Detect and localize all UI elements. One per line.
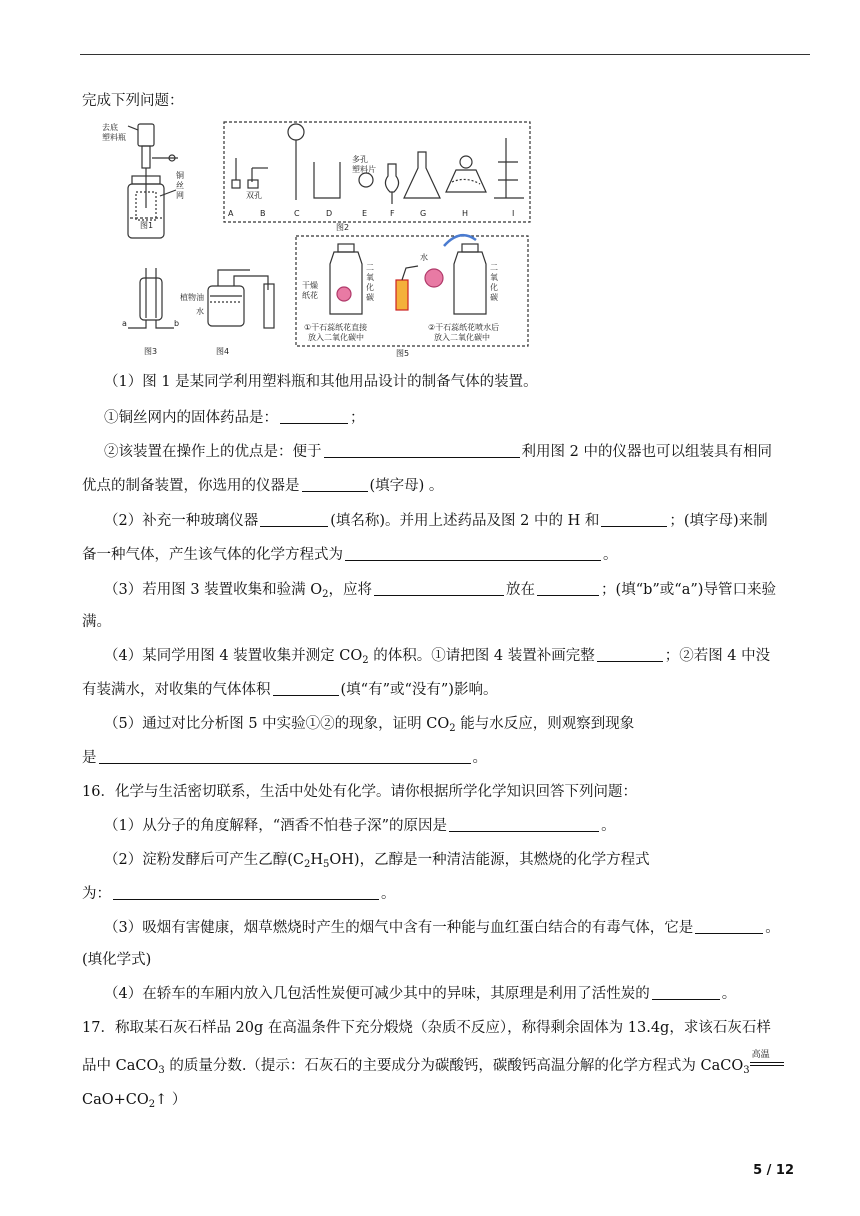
svg-text:C: C (294, 209, 300, 218)
q15-part1: （1）图 1 是某同学利用塑料瓶和其他用品设计的制备气体的装置。 (104, 374, 538, 390)
svg-text:化: 化 (490, 283, 498, 292)
svg-text:网: 网 (176, 191, 184, 200)
answer-blank[interactable] (537, 581, 599, 596)
svg-text:F: F (390, 209, 395, 218)
svg-text:A: A (228, 209, 234, 218)
answer-blank[interactable] (280, 409, 348, 424)
q15-part5-cont: 是 。 (82, 750, 487, 766)
q15-part3: （3）若用图 3 装置收集和验满 $O_2$，应将 放在 ；(填“b”或“a”)导管口来验 (104, 582, 776, 600)
svg-text:放入二氧化碳中: 放入二氧化碳中 (434, 333, 490, 342)
svg-text:去底: 去底 (102, 123, 118, 132)
svg-text:干燥: 干燥 (302, 281, 318, 290)
svg-text:二: 二 (366, 263, 374, 272)
svg-text:化: 化 (366, 283, 374, 292)
svg-text:B: B (260, 209, 266, 218)
svg-text:图4: 图4 (216, 347, 230, 356)
svg-text:①干石蕊纸花直接: ①干石蕊纸花直接 (304, 323, 368, 332)
answer-blank[interactable] (113, 885, 379, 900)
q16-part2: （2）淀粉发酵后可产生乙醇$(C_2H_5OH)$，乙醇是一种清洁能源，其燃烧的化学方程式 (104, 852, 650, 870)
q15-part4: （4）某同学用图 4 装置收集并测定 $CO_2$ 的体积。①请把图 4 装置补画完整 ；②若图 4 中没 (104, 648, 771, 666)
q16-part3: （3）吸烟有害健康，烟草燃烧时产生的烟气中含有一种能与血红蛋白结合的有毒气体，它是 。 (104, 920, 780, 936)
answer-blank[interactable] (374, 581, 504, 596)
q16-part2-cont: 为： 。 (82, 886, 396, 902)
svg-text:E: E (362, 209, 368, 218)
q15-part1-1: ①铜丝网内的固体药品是： ； (104, 410, 365, 426)
svg-text:D: D (326, 209, 333, 218)
answer-blank[interactable] (449, 817, 599, 832)
answer-blank[interactable] (597, 647, 663, 662)
svg-text:图5: 图5 (396, 349, 410, 358)
svg-text:氧: 氧 (490, 273, 498, 282)
svg-text:②干石蕊纸花喷水后: ②干石蕊纸花喷水后 (428, 323, 500, 332)
q16-part4: （4）在轿车的车厢内放入几包活性炭便可减少其中的异味，其原理是利用了活性炭的 。 (104, 986, 737, 1002)
answer-blank[interactable] (601, 512, 667, 527)
svg-text:H: H (462, 209, 469, 218)
q17-line1: 17．称取某石灰石样品 20g 在高温条件下充分煅烧（杂质不反应），称得剩余固体为 13.4g，求该石灰石样 (82, 1020, 771, 1036)
answer-blank[interactable] (324, 443, 520, 458)
q16-part3-cont: (填化学式) (82, 952, 152, 968)
page-number: 5 / 12 (753, 1163, 794, 1178)
svg-text:a: a (122, 319, 127, 328)
svg-text:碳: 碳 (366, 293, 374, 302)
answer-blank[interactable] (99, 749, 471, 764)
q17-line3: $CaO+CO_2↑$ ） (82, 1092, 187, 1110)
svg-text:b: b (174, 319, 180, 328)
svg-text:纸花: 纸花 (302, 291, 318, 300)
svg-text:水: 水 (196, 307, 204, 316)
svg-text:放入二氧化碳中: 放入二氧化碳中 (308, 333, 364, 342)
svg-text:塑料片: 塑料片 (352, 165, 376, 174)
q15-part2-cont: 备一种气体，产生该气体的化学方程式为 。 (82, 547, 618, 563)
q15-part1-2-cont: 优点的制备装置，你选用的仪器是 (填字母) 。 (82, 478, 444, 494)
svg-text:碳: 碳 (490, 293, 498, 302)
apparatus-figure (100, 118, 540, 364)
svg-text:G: G (420, 209, 427, 218)
svg-text:铜: 铜 (176, 171, 184, 180)
q17-line2: 品中 CaCO$_3$ 的质量分数.（提示：石灰石的主要成分为碳酸钙，碳酸钙高温分解的化学方程式为 CaCO$_3$ 高温 (82, 1054, 812, 1081)
q15-part2: （2）补充一种玻璃仪器 (填名称)。并用上述药品及图 2 中的 H 和 ；(填字母)来制 (104, 513, 768, 529)
answer-blank[interactable] (273, 681, 339, 696)
svg-text:双孔: 双孔 (246, 191, 262, 200)
svg-text:图3: 图3 (144, 347, 158, 356)
svg-text:丝: 丝 (176, 181, 184, 190)
svg-text:植物油: 植物油 (180, 293, 204, 302)
q15-part3-cont: 满。 (82, 614, 111, 630)
q15-part4-cont: 有装满水，对收集的气体体积 (填“有”或“没有”)影响。 (82, 682, 498, 698)
svg-text:氧: 氧 (366, 273, 374, 282)
svg-text:塑料瓶: 塑料瓶 (102, 133, 126, 142)
q16-title: 16．化学与生活密切联系，生活中处处有化学。请你根据所学化学知识回答下列问题： (82, 784, 637, 800)
q16-part1: （1）从分子的角度解释，“酒香不怕巷子深”的原因是 。 (104, 818, 616, 834)
svg-text:I: I (512, 209, 515, 218)
svg-text:水: 水 (420, 253, 428, 262)
svg-text:图1: 图1 (140, 221, 154, 230)
header-rule (80, 54, 810, 55)
answer-blank[interactable] (260, 512, 328, 527)
svg-text:图2: 图2 (336, 223, 350, 232)
answer-blank[interactable] (302, 477, 368, 492)
heat-condition-sign: 高温 (750, 1054, 784, 1068)
answer-blank[interactable] (652, 985, 720, 1000)
svg-text:多孔: 多孔 (352, 155, 368, 164)
answer-blank[interactable] (695, 919, 763, 934)
q15-part5: （5）通过对比分析图 5 中实验①②的现象，证明 $CO_2$ 能与水反应，则观察到现象 (104, 716, 635, 734)
svg-text:二: 二 (490, 263, 498, 272)
answer-blank[interactable] (345, 546, 601, 561)
q15-part1-2: ②该装置在操作上的优点是：便于 利用图 2 中的仪器也可以组装具有相同 (104, 444, 772, 460)
intro-text: 完成下列问题： (82, 93, 184, 109)
